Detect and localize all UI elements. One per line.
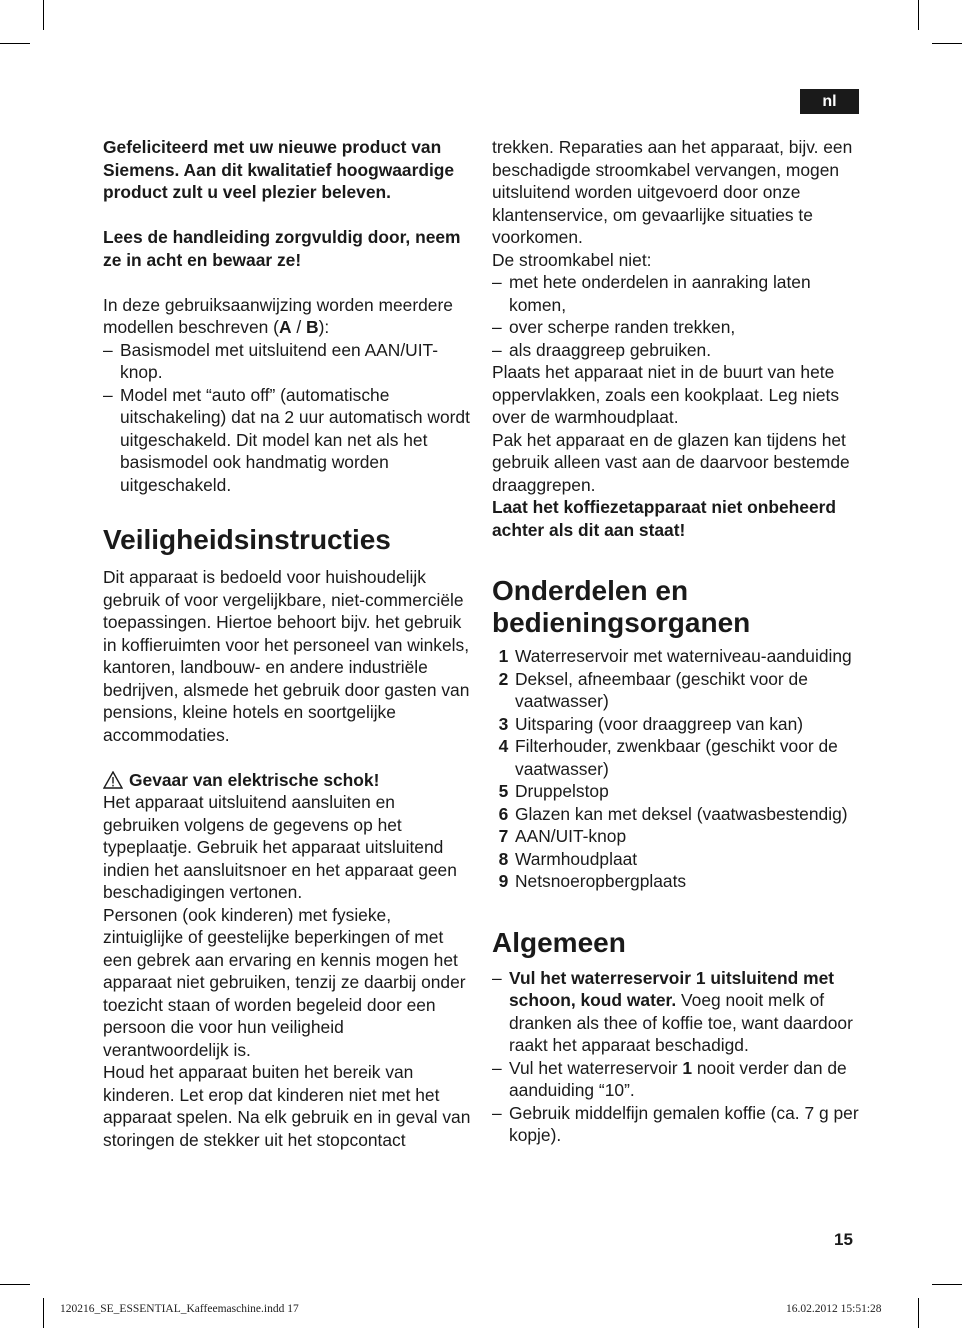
unattended-warning: Laat het koffiezetapparaat niet onbeheerd achter als dit aan staat! <box>492 497 837 540</box>
read-manual-text: Lees de handleiding zorgvuldig door, neem ze in acht en bewaar ze! <box>103 227 461 270</box>
crop-mark <box>0 1284 30 1285</box>
warning-text: Het apparaat uitsluitend aansluiten en gebruiken volgens de gegevens op het typeplaatje. Gebruik het apparaat uitsluitend indien het aansluitsnoer en het apparaat geen beschadigingen vertonen. <box>103 792 457 902</box>
part-item: 8 Warmhoudplaat <box>498 848 638 869</box>
safety-heading: Veiligheidsinstructies <box>103 524 391 555</box>
right-column <box>492 136 864 1147</box>
intro-text: Gefeliciteerd met uw nieuwe product van Siemens. Aan dit kwalitatief hoogwaardige product zult u veel plezier beleven. <box>103 137 455 202</box>
footer-date: 16.02.2012 15:51:28 <box>786 1303 882 1315</box>
language-tab: nl <box>800 89 859 114</box>
part-item: 4 Filterhouder, zwenkbaar (geschikt voor de vaatwasser) <box>498 736 838 779</box>
grip-text: Pak het apparaat en de glazen kan tijdens het gebruik alleen vast aan de daarvoor bestemde draaggrepen. <box>492 429 850 495</box>
general-heading: Algemeen <box>492 926 626 958</box>
safety-intro: Dit apparaat is bedoeld voor huishoudelijk gebruik of voor vergelijkbare, niet-commerciële toepassingen. Hiertoe behoort bijv. het gebruik in koffieruimten voor het personeel van winkels, kantoren, landbouw- en andere industriële bedrijven, alsmede het gebruik door gasten van pensions, kleine hotels en soortgelijke accommodaties. <box>103 567 470 745</box>
left-column <box>103 136 471 1151</box>
warning-triangle-icon <box>103 771 123 789</box>
part-item: 9 Netsnoeropbergplaats <box>498 871 687 891</box>
part-item: 3 Uitsparing (voor draaggreep van kan) <box>498 713 804 734</box>
crop-mark <box>43 0 44 30</box>
crop-mark <box>918 0 919 30</box>
repair-text: trekken. Reparaties aan het apparaat, bijv. een beschadigde stroomkabel vervangen, mogen uitsluitend worden uitgevoerd door onze klantenservice, om gevaarlijke situaties te voorkomen. <box>492 137 853 247</box>
list-item: – Vul het waterreservoir 1 uitsluitend met schoon, koud water. Voeg nooit melk of dranken als thee of koffie toe, want daardoor raakt het apparaat beschadigd. <box>492 967 853 1055</box>
cable-intro: De stroomkabel niet: <box>492 249 652 270</box>
warning-title: Gevaar van elektrische schok! <box>103 769 471 792</box>
crop-mark <box>918 1298 919 1328</box>
list-item: – als draaggreep gebruiken. <box>492 339 712 360</box>
crop-mark <box>932 1284 962 1285</box>
part-item: 6 Glazen kan met deksel (vaatwasbestendig) <box>498 803 848 824</box>
models-intro: In deze gebruiksaanwijzing worden meerdere modellen beschreven (A / B): <box>103 294 453 337</box>
list-item: – Gebruik middelfijn gemalen koffie (ca. 7 g per kopje). <box>492 1102 859 1145</box>
part-item: 1 Waterreservoir met waterniveau-aanduiding <box>498 646 852 666</box>
warning-text: Houd het apparaat buiten het bereik van kinderen. Let erop dat kinderen niet met het apparaat spelen. Na elk gebruik en in geval van storingen de stekker uit het stopcontact <box>103 1062 471 1150</box>
placement-text: Plaats het apparaat niet in de buurt van hete oppervlakken, zoals een kookplaat. Leg niets over de warmhoudplaat. <box>492 362 840 427</box>
part-item: 5 Druppelstop <box>498 781 609 801</box>
parts-heading: Onderdelen en bedieningsorganen <box>492 575 751 638</box>
list-item: – over scherpe randen trekken, <box>492 317 736 337</box>
crop-mark <box>932 43 962 44</box>
list-item: – met hete onderdelen in aanraking laten komen, <box>492 272 811 315</box>
crop-mark <box>0 43 30 44</box>
list-item: – Model met “auto off” (automatische uitschakeling) dat na 2 uur automatisch wordt uitgeschakeld. Dit model kan net als het basismodel ook handmatig worden uitgeschakeld. <box>103 384 470 495</box>
list-item: – Vul het waterreservoir 1 nooit verder dan de aanduiding “10”. <box>492 1057 847 1100</box>
list-item: – Basismodel met uitsluitend een AAN/UIT-knop. <box>103 339 439 382</box>
footer-file: 120216_SE_ESSENTIAL_Kaffeemaschine.indd 17 <box>60 1303 299 1315</box>
crop-mark <box>43 1298 44 1328</box>
page-number: 15 <box>834 1230 853 1249</box>
part-item: 2 Deksel, afneembaar (geschikt voor de vaatwasser) <box>498 668 808 711</box>
warning-text: Personen (ook kinderen) met fysieke, zintuiglijke of geestelijke beperkingen of met een gebrek aan ervaring en kennis mogen het apparaat niet gebruiken, tenzij ze daarbij onder toezicht staan of worden begeleid door een persoon die voor hun veiligheid verantwoordelijk is. <box>103 904 466 1060</box>
part-item: 7 AAN/UIT-knop <box>498 826 627 846</box>
